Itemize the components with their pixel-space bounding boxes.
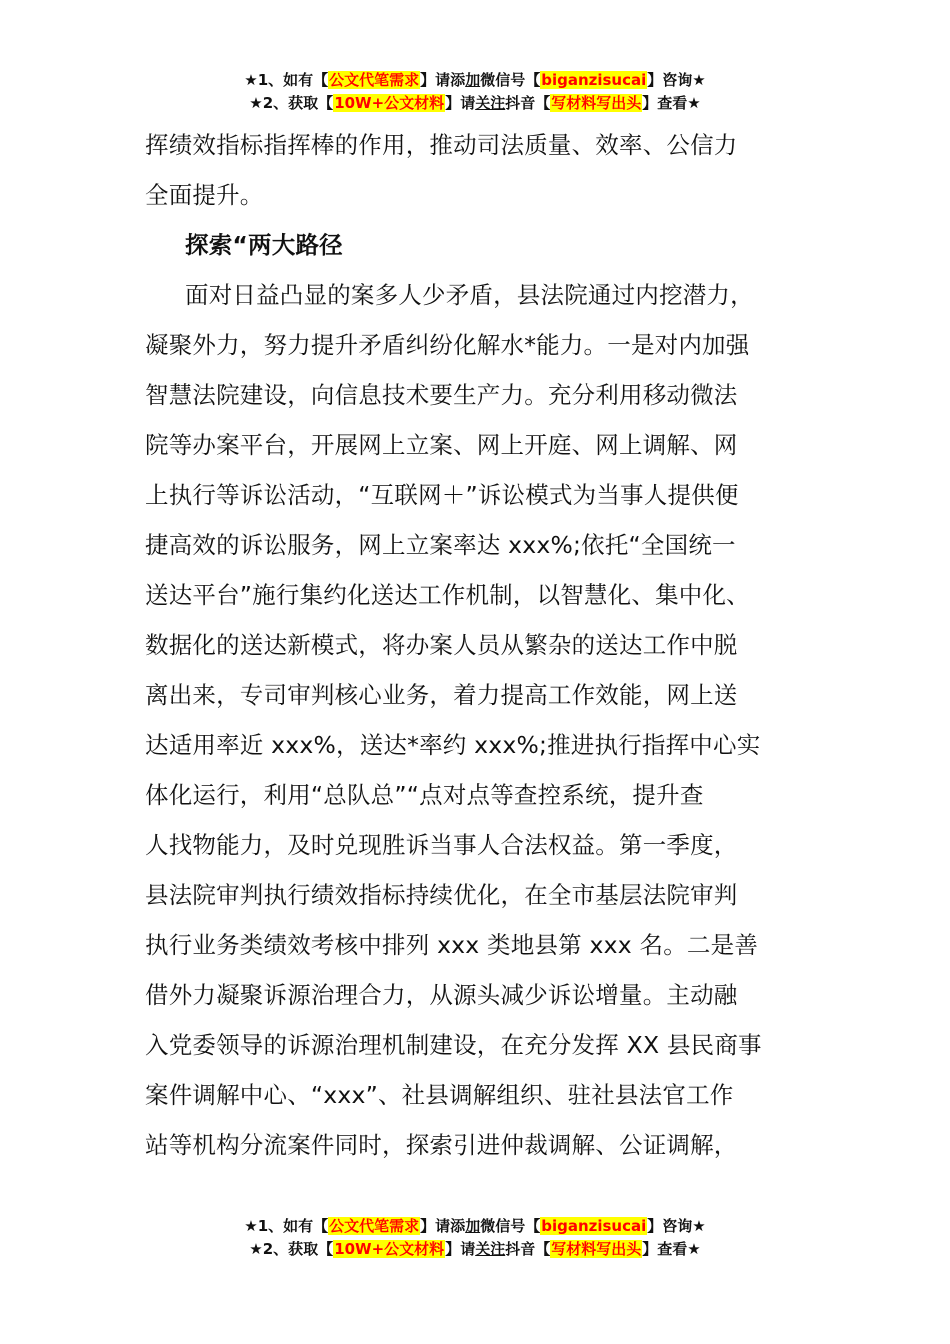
banner-line-1 (0, 1215, 950, 1238)
banner-text: 】请 (445, 1240, 476, 1258)
text-line: 人找物能力，及时兑现胜诉当事人合法权益。第一季度， (145, 831, 738, 859)
highlight-douyin: 写材料写出头 (551, 1240, 642, 1258)
text-line: 县法院审判执行绩效指标持续优化，在全市基层法院审判 (145, 881, 738, 909)
banner-underlined: 加 (465, 71, 481, 89)
banner-text: 】咨询★ (647, 71, 706, 89)
text-line: 智慧法院建设，向信息技术要生产力。充分利用移动微法 (145, 381, 738, 409)
text-line: 离出来，专司审判核心业务，着力提高工作效能，网上送 (145, 681, 738, 709)
highlight-douyin: 写材料写出头 (551, 94, 642, 112)
banner-text: 】查看★ (642, 1240, 701, 1258)
text-line: 站等机构分流案件同时，探索引进仲裁调解、公证调解， (145, 1131, 738, 1159)
banner-text: ★1、如有【 (244, 71, 329, 89)
section-heading: 探索“两大路径 (185, 231, 343, 259)
text-line: 上执行等诉讼活动，“互联网＋”诉讼模式为当事人提供便 (145, 481, 739, 509)
text-line: 借外力凝聚诉源治理合力，从源头减少诉讼增量。主动融 (145, 981, 738, 1009)
text-line: 体化运行，利用“总队总”“点对点等查控系统，提升查 (145, 781, 704, 809)
banner-underlined: 关注 (475, 94, 506, 112)
highlight-materials: 10W+公文材料 (334, 94, 445, 112)
banner-text: 】咨询★ (647, 1217, 706, 1235)
banner-underlined: 关注 (475, 1240, 506, 1258)
text-line: 院等办案平台，开展网上立案、网上开庭、网上调解、网 (145, 431, 738, 459)
highlight-wechat-id: biganzisucai (541, 1217, 647, 1235)
header-banner (0, 69, 950, 115)
banner-underlined: 加 (465, 1217, 481, 1235)
banner-text: 】请添 (420, 1217, 466, 1235)
highlight-service: 公文代笔需求 (329, 71, 420, 89)
highlight-materials: 10W+公文材料 (334, 1240, 445, 1258)
text-line: 入党委领导的诉源治理机制建设，在充分发挥 XX 县民商事 (145, 1031, 762, 1059)
banner-line-2 (0, 1238, 950, 1261)
text-line: 达适用率近 xxx%，送达*率约 xxx%;推进执行指挥中心实 (145, 731, 761, 759)
banner-text: 微信号【 (480, 71, 541, 89)
text-line: 执行业务类绩效考核中排列 xxx 类地县第 xxx 名。二是善 (145, 931, 759, 959)
text-line: 捷高效的诉讼服务，网上立案率达 xxx%;依托“全国统一 (145, 531, 736, 559)
text-line: 全面提升。 (145, 181, 264, 209)
footer-banner (0, 1215, 950, 1261)
banner-text: 】请添 (420, 71, 466, 89)
highlight-service: 公文代笔需求 (329, 1217, 420, 1235)
banner-text: 抖音【 (505, 94, 551, 112)
banner-line-1 (0, 69, 950, 92)
text-line: 凝聚外力，努力提升矛盾纠纷化解水*能力。一是对内加强 (145, 331, 750, 359)
banner-text: 】请 (445, 94, 476, 112)
banner-text: ★2、获取【 (249, 1240, 334, 1258)
banner-text: 抖音【 (505, 1240, 551, 1258)
highlight-wechat-id: biganzisucai (541, 71, 647, 89)
text-line: 送达平台”施行集约化送达工作机制，以智慧化、集中化、 (145, 581, 750, 609)
banner-text: ★2、获取【 (249, 94, 334, 112)
text-line: 挥绩效指标指挥棒的作用，推动司法质量、效率、公信力 (145, 131, 738, 159)
banner-text: 微信号【 (480, 1217, 541, 1235)
banner-text: 】查看★ (642, 94, 701, 112)
document-body (145, 120, 810, 1170)
text-line: 面对日益凸显的案多人少矛盾，县法院通过内挖潜力， (185, 281, 754, 309)
banner-text: ★1、如有【 (244, 1217, 329, 1235)
text-line: 案件调解中心、“xxx”、社县调解组织、驻社县法官工作 (145, 1081, 734, 1109)
banner-line-2 (0, 92, 950, 115)
text-line: 数据化的送达新模式，将办案人员从繁杂的送达工作中脱 (145, 631, 738, 659)
